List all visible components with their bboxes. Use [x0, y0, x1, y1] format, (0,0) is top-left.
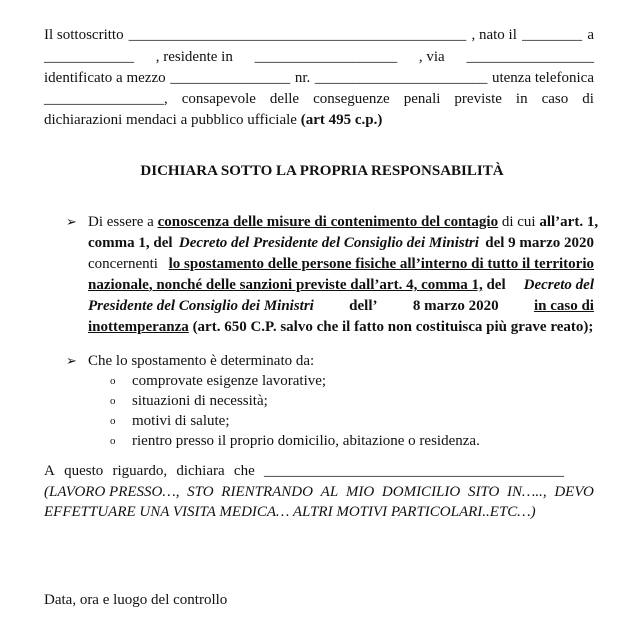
p2-intro: Che lo spostamento è determinato da:: [88, 353, 315, 369]
text-word: previste: [454, 91, 502, 107]
blank-street: _________________: [466, 49, 594, 65]
footer-label: Data, ora e luogo del controllo: [44, 592, 228, 608]
header-line-1: [44, 25, 594, 45]
text-segment: comma 1, del: [88, 235, 173, 251]
text-segment: di cui: [498, 214, 540, 230]
text-word: MIO: [345, 484, 375, 500]
decree-name: Decreto del Presidente del Consiglio dei Ministri: [178, 235, 479, 251]
blank-reason: ________________________________________: [263, 463, 564, 479]
header-line-4: [44, 89, 594, 109]
text-segment: dichiarazioni mendaci a pubblico ufficiale: [44, 112, 301, 128]
text-word: DEVO: [554, 484, 594, 500]
p1-line-2: [88, 233, 594, 253]
label-residente-in: , residente in: [155, 49, 233, 65]
text-segment: lo spostamento delle persone fisiche all’interno di tutto il territorio: [168, 256, 594, 272]
text-word: delle: [269, 91, 300, 107]
text-word: in: [515, 91, 528, 107]
text-word: penali: [403, 91, 441, 107]
circle-bullet-icon: o: [110, 435, 116, 447]
label-nato-il: , nato il: [471, 27, 517, 43]
blank-name: _____________________________________________: [128, 27, 467, 43]
circle-bullet-icon: o: [110, 375, 116, 387]
text-word: questo: [64, 463, 104, 479]
text-segment: del 9 marzo 2020: [485, 235, 594, 251]
circle-bullet-icon: o: [110, 395, 116, 407]
text-segment: conoscenza delle misure di contenimento del contagio: [157, 214, 499, 230]
text-segment: del: [482, 277, 506, 293]
text-word: dichiara: [176, 463, 225, 479]
blank-birth-date: ________: [522, 27, 583, 43]
text-word: caso: [541, 91, 569, 107]
text-word: riguardo,: [112, 463, 168, 479]
text-word: SITO: [467, 484, 500, 500]
examples-line-1: [44, 482, 594, 502]
label-identificato: identificato a mezzo: [44, 70, 166, 86]
header-line-3: [44, 68, 594, 88]
blank-residence: ___________________: [254, 49, 398, 65]
text-segment: nazionale: [88, 277, 149, 293]
blank-document: ________________: [170, 70, 291, 86]
blank-document-number: _______________________: [314, 70, 488, 86]
decree-date: 8 marzo 2020: [412, 298, 499, 314]
label-nr: nr.: [294, 70, 311, 86]
text-word: di: [582, 91, 594, 107]
list-item: comprovate esigenze lavorative;: [132, 373, 327, 389]
text-segment: (art. 650 C.P. salvo che il fatto non costituisca più grave reato);: [188, 319, 594, 335]
circle-bullet-icon: o: [110, 415, 116, 427]
text-word: A: [44, 463, 55, 479]
p1-line-1: [88, 212, 599, 232]
label-utenza-telefonica: utenza telefonica: [491, 70, 594, 86]
text-word: IN…..,: [507, 484, 547, 500]
regard-line: [44, 461, 564, 481]
text-word: consapevole: [181, 91, 256, 107]
p1-line-5: [88, 296, 594, 316]
text-word: che: [233, 463, 255, 479]
p1-line-3: [88, 254, 594, 274]
text-word: (LAVORO PRESSO…,: [44, 484, 180, 500]
text-segment: concernenti: [88, 256, 158, 272]
text-word: DOMICILIO: [381, 484, 461, 500]
label-sottoscritto: Il sottoscritto: [44, 27, 124, 43]
text-word: STO: [187, 484, 214, 500]
arrow-bullet-icon: ➢: [66, 214, 77, 229]
text-segment: dell’: [349, 298, 378, 314]
examples-line-2: [44, 502, 594, 522]
text-segment: EFFETTUARE UNA VISITA MEDICA… ALTRI MOTIVI PARTICOLARI..ETC…): [44, 504, 536, 520]
page-title: DICHIARA SOTTO LA PROPRIA RESPONSABILITÀ: [140, 163, 504, 179]
header-line-2: [44, 47, 594, 67]
label-a: a: [587, 27, 594, 43]
p1-line-4: [88, 275, 594, 295]
header-line-5: [44, 110, 594, 130]
text-word: RIENTRANDO: [221, 484, 313, 500]
list-item: motivi di salute;: [132, 413, 230, 429]
article-reference: (art 495 c.p.): [300, 112, 383, 128]
arrow-bullet-icon: ➢: [66, 353, 77, 368]
text-word: conseguenze: [313, 91, 390, 107]
list-item: situazioni di necessità;: [132, 393, 268, 409]
text-word: AL: [320, 484, 339, 500]
decree-name: Presidente del Consiglio dei Ministri: [88, 298, 314, 314]
text-segment: Decreto del: [523, 277, 594, 293]
p1-line-6: [88, 317, 594, 337]
list-item: rientro presso il proprio domicilio, abitazione o residenza.: [132, 433, 480, 449]
label-via: , via: [418, 49, 445, 65]
blank-phone: ________________,: [44, 91, 168, 107]
text-segment: Di essere a: [88, 214, 158, 230]
text-segment: in caso di: [533, 298, 594, 314]
text-segment: inottemperanza: [88, 319, 189, 335]
text-segment: all’art. 1,: [539, 214, 599, 230]
blank-birth-place: ____________: [44, 49, 134, 65]
text-segment: , nonché delle sanzioni previste dall’art. 4, comma 1,: [148, 277, 483, 293]
